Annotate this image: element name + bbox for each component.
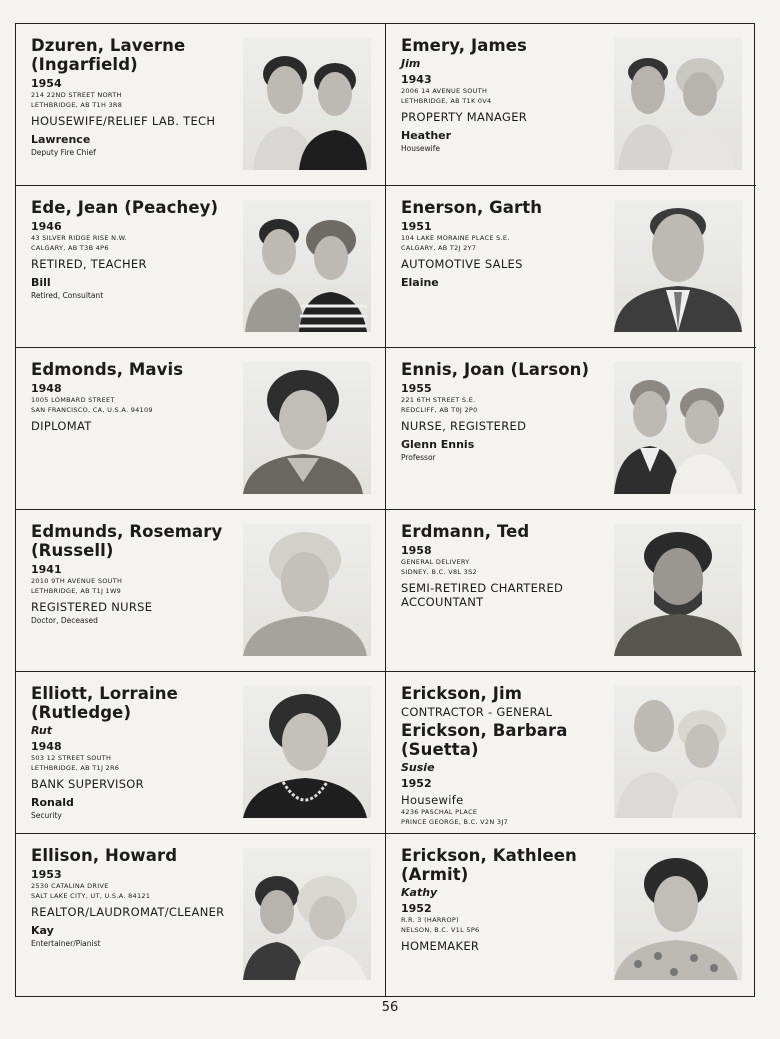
entry-nickname: Kathy [401, 886, 438, 899]
entry-card [16, 510, 386, 672]
entry-address-line1: 43 SILVER RIDGE RISE N.W. [31, 234, 127, 242]
entry-name: Dzuren, Laverne [31, 36, 186, 55]
entry-address-line2: LETHBRIDGE, AB T1J 1W9 [31, 586, 122, 595]
entry-name: Elliott, Lorraine [31, 684, 178, 703]
entry-year: 1948 [31, 382, 62, 395]
portrait-photo [614, 848, 742, 980]
entry-address-line1: 221 6TH STREET S.E. [401, 396, 476, 404]
entry-maiden-name: (Rutledge) [31, 703, 132, 722]
entry-address-line2: LETHBRIDGE, AB T1K 0V4 [401, 96, 492, 105]
portrait-photo [243, 686, 371, 818]
entry-name: Erdmann, Ted [401, 522, 530, 541]
entry-occupation: HOMEMAKER [401, 939, 480, 953]
entry-card [16, 834, 386, 996]
entry-year: 1954 [31, 77, 62, 90]
entry-address-line2: REDCLIFF, AB T0J 2P0 [401, 405, 478, 414]
couple-portrait-photo [614, 38, 742, 170]
entry-name: Edmonds, Mavis [31, 360, 184, 379]
entry-occupation: AUTOMOTIVE SALES [401, 257, 523, 271]
portrait-photo [243, 524, 371, 656]
alumni-grid [15, 23, 755, 997]
entry-year: 1948 [31, 740, 62, 753]
entry-name: Edmunds, Rosemary [31, 522, 223, 541]
entry-address-line1: 104 LAKE MORAINE PLACE S.E. [401, 234, 510, 242]
entry-maiden-name: (Russell) [31, 541, 114, 560]
entry-address-line2: SIDNEY, B.C. V8L 3S2 [401, 567, 477, 576]
couple-portrait-photo [614, 686, 742, 818]
entry-spouse-occupation: Entertainer/Pianist [31, 939, 101, 948]
entry-maiden-name: (Ingarfield) [31, 55, 138, 74]
entry-name: Erickson, Kathleen [401, 846, 577, 865]
entry-card [386, 348, 756, 510]
entry-occupation: REGISTERED NURSE [31, 600, 153, 614]
entry-spouse-maiden-name: (Suetta) [401, 740, 479, 759]
entry-address-line1: 2010 9TH AVENUE SOUTH [31, 577, 123, 585]
entry-address-line1: 2530 CATALINA DRIVE [31, 882, 109, 890]
entry-card [16, 24, 386, 186]
entry-name: Ellison, Howard [31, 846, 178, 865]
entry-card [386, 186, 756, 348]
entry-address-line1: R.R. 3 (HARROP) [401, 916, 459, 924]
entry-year: 1953 [31, 868, 62, 881]
entry-occupation: REALTOR/LAUDROMAT/CLEANER [31, 905, 225, 919]
entry-year: 1941 [31, 563, 62, 576]
entry-address-line1: 2006 14 AVENUE SOUTH [401, 87, 488, 95]
entry-spouse: Lawrence [31, 133, 91, 146]
entry-occupation: SEMI-RETIRED CHARTERED ACCOUNTANT [401, 581, 564, 609]
entry-year: 1951 [401, 220, 432, 233]
entry-occupation: PROPERTY MANAGER [401, 110, 528, 124]
portrait-photo [614, 200, 742, 332]
entry-address-line2: SAN FRANCISCO, CA, U.S.A. 94109 [31, 405, 153, 414]
entry-address-line1: GENERAL DELIVERY [401, 558, 470, 566]
entry-address-line2: LETHBRIDGE, AB T1H 3R8 [31, 100, 123, 109]
entry-card [386, 834, 756, 996]
entry-address-line1: 503 12 STREET SOUTH [31, 754, 112, 762]
entry-spouse-occupation: Security [31, 811, 62, 820]
entry-spouse: Heather [401, 129, 452, 142]
entry-address-line2: SALT LAKE CITY, UT, U.S.A. 84121 [31, 891, 151, 900]
entry-card [386, 672, 756, 834]
entry-card [16, 186, 386, 348]
entry-address-line2: CALGARY, AB T2J 2Y7 [401, 243, 477, 252]
entry-address-line1: 4236 PASCHAL PLACE [401, 808, 478, 816]
entry-spouse-occupation: Retired, Consultant [31, 291, 104, 300]
entry-occupation: DIPLOMAT [31, 419, 92, 433]
entry-occupation: RETIRED, TEACHER [31, 257, 147, 271]
entry-year: 1952 [401, 777, 432, 790]
couple-portrait-photo [614, 362, 742, 494]
entry-year: 1958 [401, 544, 432, 557]
portrait-photo [243, 362, 371, 494]
entry-name: Ennis, Joan (Larson) [401, 360, 590, 379]
entry-address-line2: PRINCE GEORGE, B.C. V2N 3J7 [401, 817, 508, 826]
entry-address-line2: LETHBRIDGE, AB T1J 2R6 [31, 763, 120, 772]
entry-spouse-occupation: Housewife [401, 793, 464, 807]
entry-name: Erickson, Jim [401, 684, 523, 703]
entry-card [16, 672, 386, 834]
entry-maiden-name: (Armit) [401, 865, 469, 884]
entry-name: Emery, James [401, 36, 527, 55]
entry-year: 1952 [401, 902, 432, 915]
entry-occupation: NURSE, REGISTERED [401, 419, 527, 433]
entry-name: Enerson, Garth [401, 198, 543, 217]
entry-spouse: Bill [31, 276, 51, 289]
entry-nickname: Susie [401, 761, 435, 774]
entry-nickname: Rut [31, 724, 52, 737]
entry-address-line1: 1005 LOMBARD STREET [31, 396, 115, 404]
entry-occupation: CONTRACTOR - GENERAL [401, 705, 553, 719]
couple-portrait-photo [243, 200, 371, 332]
entry-spouse-occupation: Doctor, Deceased [31, 616, 98, 625]
entry-occupation: HOUSEWIFE/RELIEF LAB. TECH [31, 114, 216, 128]
entry-year: 1946 [31, 220, 62, 233]
entry-occupation: BANK SUPERVISOR [31, 777, 144, 791]
entry-spouse-occupation: Housewife [401, 144, 440, 153]
entry-address-line1: 214 22ND STREET NORTH [31, 91, 122, 99]
portrait-photo [614, 524, 742, 656]
entry-spouse: Glenn Ennis [401, 438, 475, 451]
entry-spouse: Kay [31, 924, 54, 937]
entry-name: Ede, Jean (Peachey) [31, 198, 219, 217]
entry-spouse-occupation: Professor [401, 453, 436, 462]
entry-spouse-name: Erickson, Barbara [401, 721, 568, 740]
couple-portrait-photo [243, 38, 371, 170]
entry-address-line2: CALGARY, AB T3B 4P6 [31, 243, 109, 252]
entry-card [386, 24, 756, 186]
entry-card [386, 510, 756, 672]
entry-spouse: Ronald [31, 796, 74, 809]
entry-nickname: Jim [401, 57, 421, 70]
entry-address-line2: NELSON, B.C. V1L 5P6 [401, 925, 480, 934]
entry-spouse-occupation: Deputy Fire Chief [31, 148, 96, 157]
entry-year: 1955 [401, 382, 432, 395]
entry-card [16, 348, 386, 510]
entry-spouse: Elaine [401, 276, 439, 289]
couple-portrait-photo [243, 848, 371, 980]
page-number: 56 [381, 1000, 399, 1015]
entry-year: 1943 [401, 73, 432, 86]
